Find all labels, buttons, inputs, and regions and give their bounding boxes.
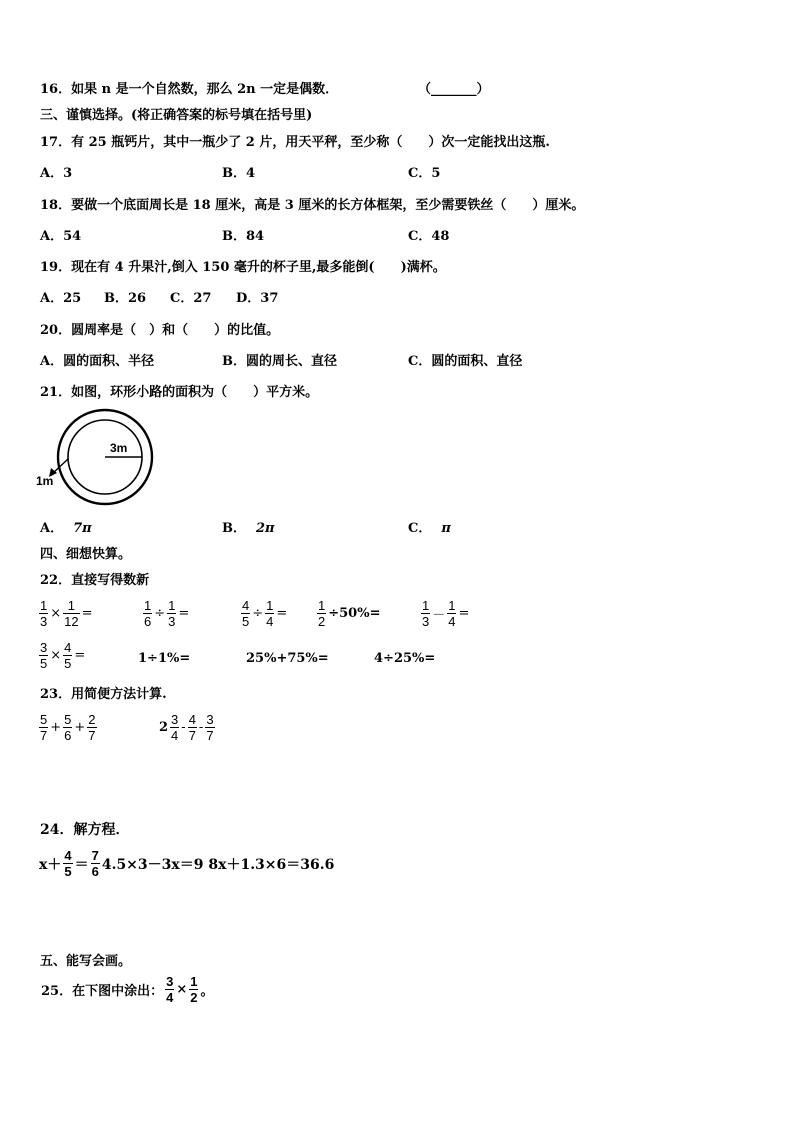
q19-option-b[interactable]: B．26 xyxy=(104,291,147,306)
q20-option-b[interactable]: B．圆的周长、直径 xyxy=(222,354,337,369)
q21-option-a-letter: A． xyxy=(40,521,64,536)
section4-heading: 四、细想快算。 xyxy=(40,547,132,562)
q24-equations: x＋ $\frac{4}{5}$ ＝ $\frac{7}{6}$ 4.5×3－3x＝9 8x＋1.3×6＝36.6 xyxy=(39,848,335,879)
q16-text: 16．如果 n 是一个自然数，那么 2n 一定是偶数． xyxy=(40,82,339,97)
fraction: $\frac{3}{7}$ xyxy=(206,712,214,743)
ring-width-label: 1m xyxy=(36,474,54,488)
q22-item-1: $\frac{1}{3}$ × $\frac{1}{12}$ = xyxy=(40,598,93,629)
q23-title: 23．用简便方法计算. xyxy=(40,687,167,702)
fraction: $\frac{1}{12}$ xyxy=(64,598,79,629)
q17-option-a[interactable]: A．3 xyxy=(40,166,73,181)
q18-option-c[interactable]: C．48 xyxy=(408,229,450,244)
q17-text: 17．有 25 瓶钙片，其中一瓶少了 2 片，用天平秤，至少称（ ）次一定能找出这瓶. xyxy=(40,135,550,150)
q25-line: 25．在下图中涂出： $\frac{3}{4}$ × $\frac{1}{2}$ 。 xyxy=(41,974,214,1005)
q24-title: 24．解方程． xyxy=(40,822,130,838)
q22-item-6: $\frac{3}{5}$ × $\frac{4}{5}$ = xyxy=(40,640,86,671)
section5-heading: 五、能写会画。 xyxy=(40,954,132,969)
q23-expression-2: 2 $\frac{3}{4}$ - $\frac{4}{7}$ - $\frac{3}{7}$ xyxy=(159,712,214,743)
fraction: $\frac{1}{2}$ xyxy=(318,598,326,629)
fraction: $\frac{1}{3}$ xyxy=(168,598,176,629)
fraction: $\frac{1}{4}$ xyxy=(266,598,274,629)
fraction: $\frac{3}{4}$ xyxy=(166,974,174,1005)
fraction: $\frac{1}{2}$ xyxy=(190,974,198,1005)
q19-text: 19．现在有 4 升果汁,倒入 150 毫升的杯子里,最多能倒( )满杯。 xyxy=(40,260,446,275)
inner-radius-label: 3m xyxy=(110,441,128,455)
q21-option-a-value: 7π xyxy=(73,521,92,536)
q25-text: 25．在下图中涂出： xyxy=(41,984,164,999)
q21-option-c-letter: C． xyxy=(408,521,432,536)
q21-text: 21．如图，环形小路的面积为（ ）平方米。 xyxy=(40,385,319,400)
q18-option-b[interactable]: B．84 xyxy=(222,229,265,244)
fraction: $\frac{7}{6}$ xyxy=(91,848,99,879)
q21-option-c[interactable] xyxy=(408,521,451,537)
ring-path-figure xyxy=(34,404,164,514)
q19-option-c[interactable]: C．27 xyxy=(170,291,212,306)
q18-text: 18．要做一个底面周长是 18 厘米，高是 3 厘米的长方体框架，至少需要铁丝（ ）厘米。 xyxy=(40,198,585,213)
fraction: $\frac{3}{4}$ xyxy=(171,712,179,743)
q21-option-b-value: 2π xyxy=(256,521,275,536)
q19-option-d[interactable]: D．37 xyxy=(236,291,279,306)
q20-text: 20．圆周率是（ ）和（ ）的比值。 xyxy=(40,323,280,338)
q22-item-3: $\frac{4}{5}$ ÷ $\frac{1}{4}$ = xyxy=(242,598,288,629)
section3-heading: 三、谨慎选择。(将正确答案的标号填在括号里) xyxy=(40,108,313,123)
q22-item-2: $\frac{1}{6}$ ÷ $\frac{1}{3}$ = xyxy=(144,598,190,629)
q23-expression-1: $\frac{5}{7}$ + $\frac{5}{6}$ + $\frac{2}{7}$ xyxy=(40,712,96,743)
q16-answer-blank[interactable]: （_______） xyxy=(418,82,490,97)
fraction: $\frac{5}{6}$ xyxy=(64,712,72,743)
q21-option-b[interactable] xyxy=(222,521,275,537)
q20-option-a[interactable]: A．圆的面积、半径 xyxy=(40,354,155,369)
fraction: $\frac{4}{5}$ xyxy=(64,848,72,879)
fraction: $\frac{1}{3}$ xyxy=(40,598,48,629)
q22-item-5: $\frac{1}{3}$ － $\frac{1}{4}$ = xyxy=(422,598,470,629)
q17-option-c[interactable]: C．5 xyxy=(408,166,441,181)
fraction: $\frac{4}{7}$ xyxy=(188,712,196,743)
q22-item-4: $\frac{1}{2}$ ÷50%= xyxy=(318,598,381,629)
fraction: $\frac{2}{7}$ xyxy=(88,712,96,743)
q18-option-a[interactable]: A．54 xyxy=(40,229,82,244)
q22-title: 22．直接写得数新 xyxy=(40,573,150,588)
q19-option-a[interactable]: A．25 xyxy=(40,291,82,306)
q20-option-c[interactable]: C．圆的面积、直径 xyxy=(408,354,523,369)
q22-item-7: 1÷1%= xyxy=(138,651,191,666)
q22-item-9: 4÷25%= xyxy=(374,651,436,666)
fraction: $\frac{4}{5}$ xyxy=(64,640,72,671)
fraction: $\frac{1}{4}$ xyxy=(448,598,456,629)
q21-option-a[interactable] xyxy=(40,521,92,537)
fraction: $\frac{1}{3}$ xyxy=(422,598,430,629)
q21-option-b-letter: B． xyxy=(222,521,246,536)
fraction: $\frac{4}{5}$ xyxy=(242,598,250,629)
q17-option-b[interactable]: B．4 xyxy=(222,166,256,181)
q22-item-8: 25%+75%= xyxy=(246,651,329,666)
fraction: $\frac{3}{5}$ xyxy=(40,640,48,671)
q21-option-c-value: π xyxy=(441,521,451,536)
fraction: $\frac{1}{6}$ xyxy=(144,598,152,629)
fraction: $\frac{5}{7}$ xyxy=(40,712,48,743)
